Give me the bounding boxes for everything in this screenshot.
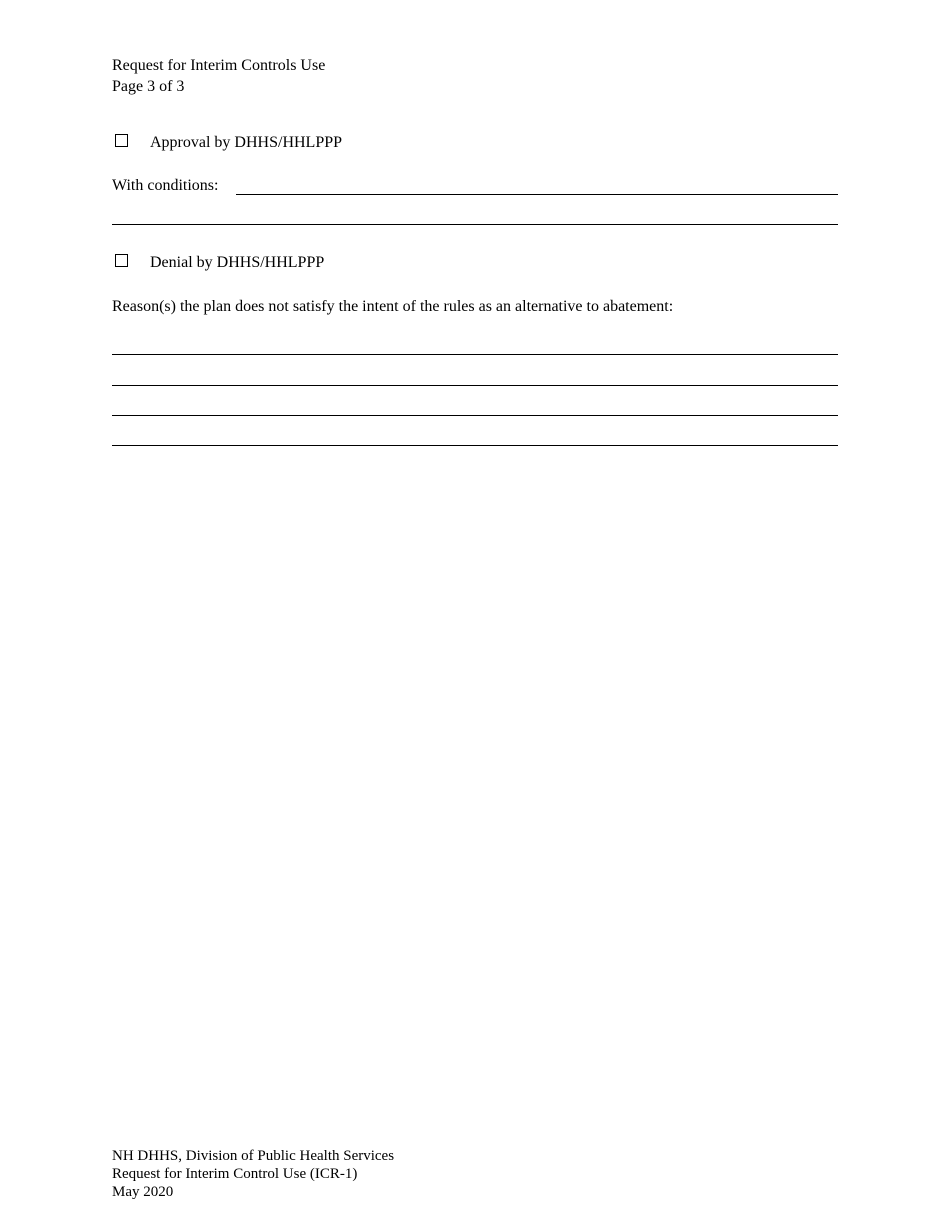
footer-date: May 2020: [112, 1184, 174, 1200]
reason-input-line-2[interactable]: [112, 385, 838, 386]
approval-label: Approval by DHHS/HHLPPP: [150, 134, 343, 151]
conditions-label: With conditions:: [112, 177, 219, 194]
denial-label: Denial by DHHS/HHLPPP: [150, 254, 325, 271]
denial-checkbox[interactable]: [115, 254, 128, 267]
footer-organization: NH DHHS, Division of Public Health Services: [112, 1148, 395, 1164]
header-title: Request for Interim Controls Use: [112, 57, 326, 74]
reason-input-line-3[interactable]: [112, 415, 838, 416]
page-number: Page 3 of 3: [112, 78, 185, 95]
reason-input-line-1[interactable]: [112, 354, 838, 355]
conditions-input-line-1[interactable]: [236, 194, 838, 195]
reason-input-line-4[interactable]: [112, 445, 838, 446]
conditions-input-line-2[interactable]: [112, 224, 838, 225]
approval-checkbox[interactable]: [115, 134, 128, 147]
reason-label: Reason(s) the plan does not satisfy the intent of the rules as an alternative to abatement:: [112, 298, 674, 315]
footer-form-name: Request for Interim Control Use (ICR-1): [112, 1166, 358, 1182]
